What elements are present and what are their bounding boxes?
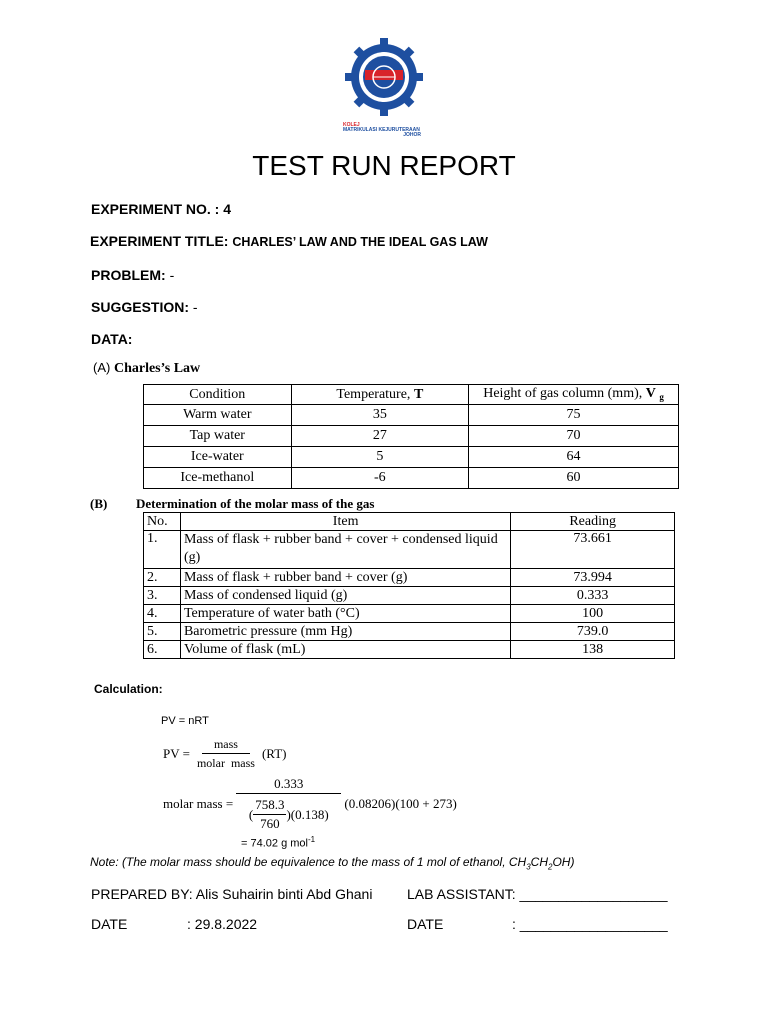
table-header-row (144, 513, 675, 531)
col-header-temperature-label: Temperature, (336, 386, 414, 402)
page-title: TEST RUN REPORT (252, 150, 516, 181)
cell-reading: 73.661 (511, 531, 675, 569)
eq3-numerator: 0.333 (236, 775, 341, 794)
cell-item: Temperature of water bath (°C) (180, 605, 510, 623)
cell-condition: Ice-methanol (144, 468, 292, 489)
cell-condition: Warm water (144, 405, 292, 426)
cell-reading: 138 (511, 641, 675, 659)
date2-value: : ___________________ (512, 916, 668, 932)
note-pre: Note: (The molar mass should be equivalence to the mass of 1 mol of ethanol, CH (90, 855, 527, 869)
equation-molar-mass (163, 775, 457, 833)
eq2-lhs: PV = (163, 745, 190, 761)
table-row (144, 531, 675, 569)
date-label: DATE (91, 916, 128, 932)
table-row (144, 447, 679, 468)
col-header-no: No. (144, 513, 181, 531)
date2-label: DATE (407, 916, 444, 932)
eq3-rhs: (0.08206)(100 + 273) (344, 796, 457, 811)
suggestion-label: SUGGESTION: (91, 299, 190, 315)
cell-condition: Ice-water (144, 447, 292, 468)
col-header-height-label: Height of gas column (mm), (483, 385, 646, 401)
eq2-numerator: mass (202, 735, 250, 754)
cell-height: 75 (469, 405, 679, 426)
eq3-fraction (236, 775, 341, 833)
section-b-prefix: (B) (90, 496, 108, 511)
eq3-open-paren: ( (248, 806, 254, 822)
col-header-temperature-symbol: T (413, 386, 424, 402)
problem-line (91, 267, 174, 283)
experiment-title (90, 233, 488, 249)
table-row (144, 468, 679, 489)
table-row (144, 605, 675, 623)
col-header-height-symbol: V (645, 385, 656, 401)
col-header-reading: Reading (511, 513, 675, 531)
eq3-lhs: molar mass = (163, 796, 234, 811)
table-row (144, 405, 679, 426)
charles-law-table (143, 384, 679, 489)
experiment-title-value: CHARLES’ LAW AND THE IDEAL GAS LAW (232, 235, 488, 249)
col-header-item: Item (180, 513, 510, 531)
table-row (144, 623, 675, 641)
col-header-height (469, 385, 679, 405)
cell-item: Mass of flask + rubber band + cover (g) (180, 569, 510, 587)
cell-reading: 73.994 (511, 569, 675, 587)
college-gear-logo-icon (343, 36, 425, 118)
eq2-fraction (193, 735, 259, 772)
eq2-denominator: molar mass (196, 756, 255, 770)
college-logo (343, 36, 425, 138)
cell-condition: Tap water (144, 426, 292, 447)
eq3-close: )(0.138) (286, 806, 329, 822)
cell-no: 3. (144, 587, 181, 605)
note (90, 855, 574, 871)
table-row (144, 587, 675, 605)
col-header-height-subscript: g (659, 392, 664, 403)
data-label: DATA: (91, 331, 133, 347)
result-exponent: -1 (307, 835, 316, 844)
cell-no: 5. (144, 623, 181, 641)
suggestion-line (91, 299, 198, 315)
eq3-inner-fraction (253, 796, 286, 833)
equation-pv (163, 735, 286, 772)
cell-reading: 0.333 (511, 587, 675, 605)
logo-text-bot: JOHOR (403, 132, 421, 138)
note-mid: CH (530, 855, 549, 869)
date-value: : 29.8.2022 (187, 916, 258, 932)
cell-no: 6. (144, 641, 181, 659)
cell-height: 60 (469, 468, 679, 489)
eq3-denominator (245, 794, 333, 833)
cell-temperature: 5 (291, 447, 469, 468)
cell-reading: 739.0 (511, 623, 675, 641)
eq2-rhs: (RT) (261, 745, 287, 761)
problem-label: PROBLEM: (91, 267, 166, 283)
section-a-title: Charles’s Law (113, 361, 201, 376)
table-row (144, 641, 675, 659)
cell-item: Mass of condensed liquid (g) (180, 587, 510, 605)
cell-temperature: 35 (291, 405, 469, 426)
cell-temperature: 27 (291, 426, 469, 447)
table-row (144, 426, 679, 447)
cell-no: 2. (144, 569, 181, 587)
molar-mass-table (143, 512, 675, 659)
section-a-heading (93, 360, 200, 377)
lab-assistant: LAB ASSISTANT: ___________________ (407, 886, 668, 902)
prepared-by: PREPARED BY: Alis Suhairin binti Abd Ghani (91, 886, 373, 902)
eq3-inner-denominator: 760 (260, 816, 280, 831)
calculation-result (241, 835, 315, 850)
table-row (144, 569, 675, 587)
cell-no: 4. (144, 605, 181, 623)
cell-height: 64 (469, 447, 679, 468)
calculation-label: Calculation: (94, 682, 163, 696)
note-post: OH) (552, 855, 575, 869)
cell-item: Volume of flask (mL) (180, 641, 510, 659)
experiment-no: EXPERIMENT NO. : 4 (91, 201, 232, 217)
cell-item: Mass of flask + rubber band + cover + condensed liquid (g) (180, 531, 510, 569)
col-header-condition: Condition (144, 385, 292, 405)
experiment-title-label: EXPERIMENT TITLE: (90, 233, 229, 249)
result-value: = 74.02 g mol (241, 837, 308, 850)
section-b-title: Determination of the molar mass of the gas (136, 496, 375, 511)
cell-no: 1. (144, 531, 181, 569)
note-sub1: 3 (526, 862, 531, 872)
logo-text-mid: MATRIKULASI KEJURUTERAAN (343, 127, 420, 133)
cell-temperature: -6 (291, 468, 469, 489)
cell-reading: 100 (511, 605, 675, 623)
problem-value: - (169, 267, 175, 283)
logo-text-top: KOLEJ (343, 122, 360, 128)
equation-ideal-gas: PV = nRT (161, 715, 209, 727)
table-header-row (144, 385, 679, 405)
section-a-prefix: (A) (93, 360, 111, 375)
eq3-inner-numerator: 758.3 (253, 796, 286, 815)
note-sub2: 2 (548, 862, 553, 872)
col-header-temperature (291, 385, 469, 405)
suggestion-value: - (192, 299, 198, 315)
cell-height: 70 (469, 426, 679, 447)
cell-item: Barometric pressure (mm Hg) (180, 623, 510, 641)
